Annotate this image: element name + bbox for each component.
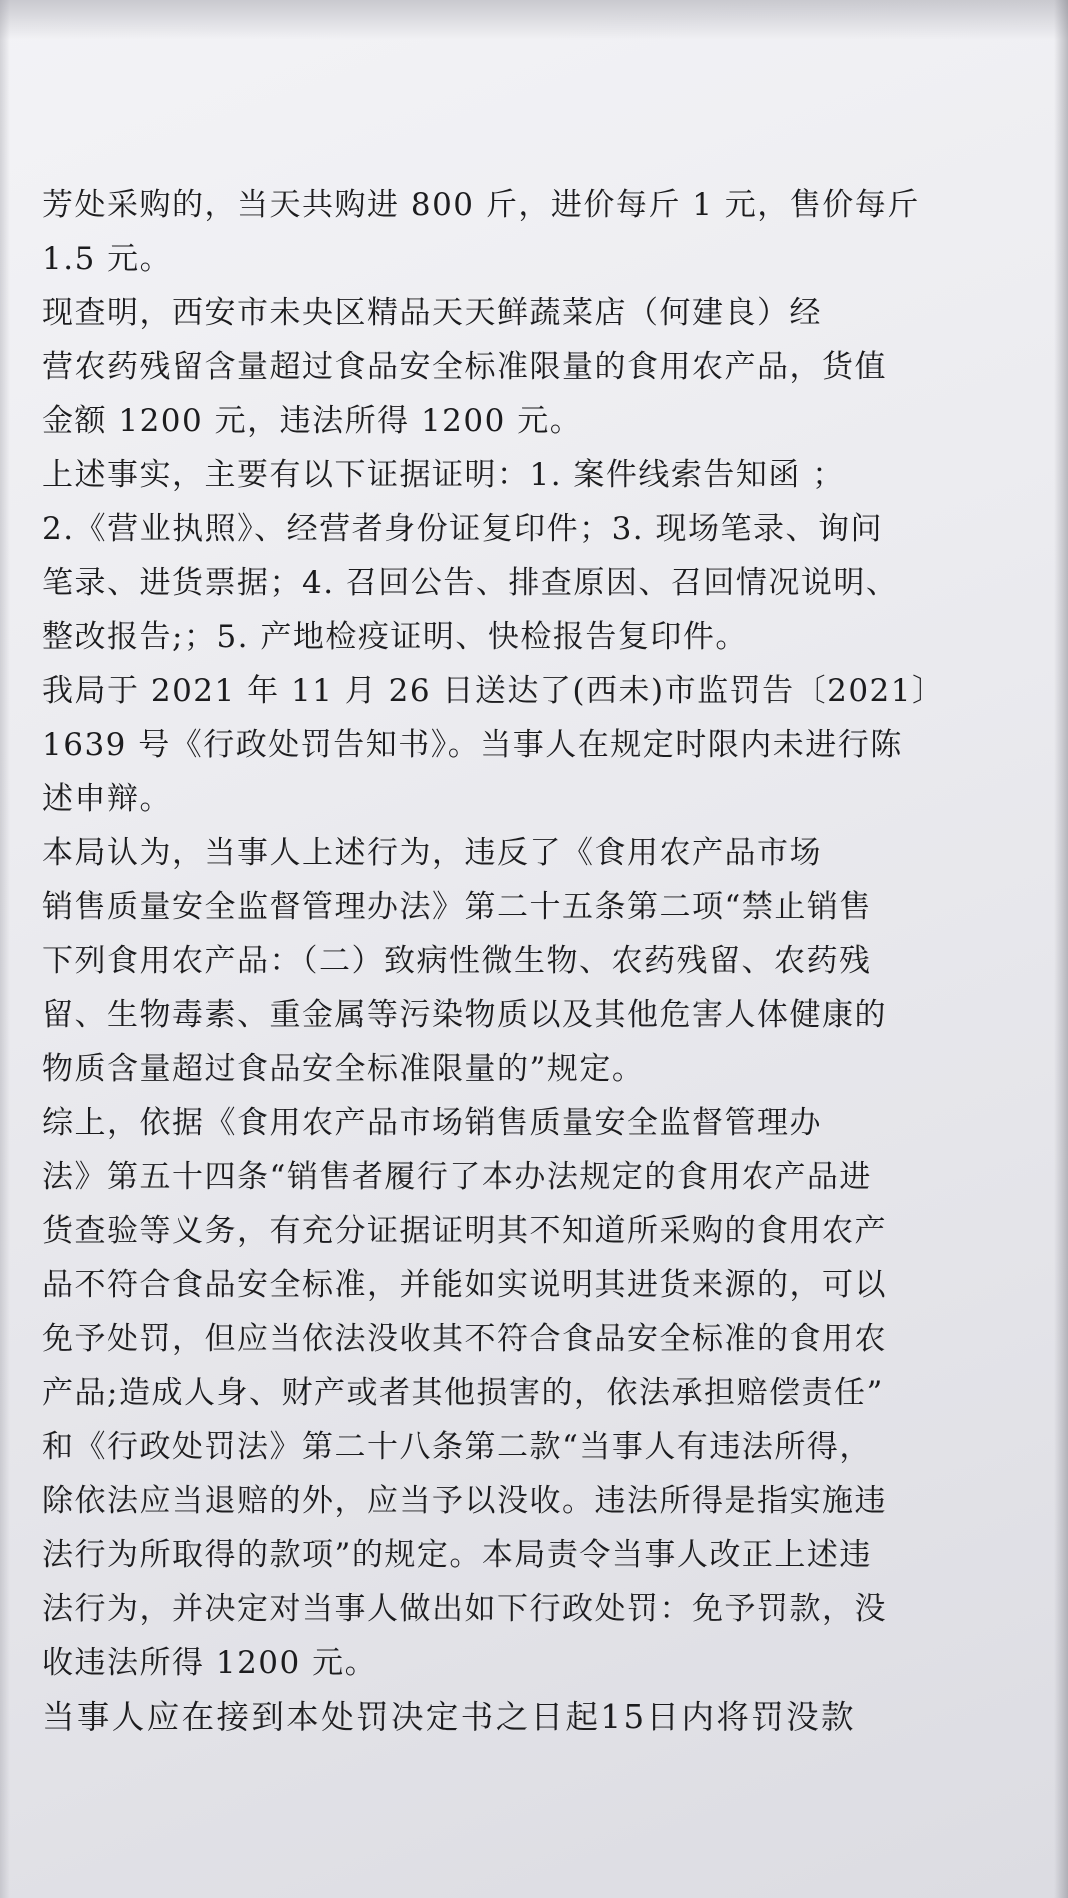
- text-line: 物质含量超过食品安全标准限量的”规定。: [42, 1051, 645, 1087]
- text-line: 品不符合食品安全标准，并能如实说明其进货来源的，可以: [42, 1267, 887, 1303]
- text-line: 下列食用农产品：（二）致病性微生物、农药残留、农药残: [42, 943, 872, 979]
- text-line: 收违法所得 1200 元。: [42, 1645, 378, 1681]
- text-line: 1639 号《行政处罚告知书》。当事人在规定时限内未进行陈: [42, 727, 903, 763]
- text-line: 金额 1200 元，违法所得 1200 元。: [42, 403, 583, 439]
- text-line: 法》第五十四条“销售者履行了本办法规定的食用农产品进: [42, 1159, 872, 1195]
- text-line: 法行为所取得的款项”的规定。本局责令当事人改正上述违: [42, 1537, 872, 1573]
- text-line: 1.5 元。: [42, 241, 173, 277]
- page-top-shadow: [0, 0, 1068, 40]
- text-line: 我局于 2021 年 11 月 26 日送达了(西未)市监罚告〔2021〕: [42, 673, 945, 709]
- page-right-edge: [1054, 0, 1068, 1898]
- text-line: 上述事实，主要有以下证据证明：1. 案件线索告知函 ；: [42, 457, 845, 493]
- page-left-edge: [0, 0, 10, 1898]
- text-line: 本局认为，当事人上述行为，违反了《食用农产品市场: [42, 835, 822, 871]
- text-line: 货查验等义务，有充分证据证明其不知道所采购的食用农产: [42, 1213, 887, 1249]
- text-line: 留、生物毒素、重金属等污染物质以及其他危害人体健康的: [42, 997, 887, 1033]
- text-line: 述申辩。: [42, 781, 172, 817]
- text-line: 销售质量安全监督管理办法》第二十五条第二项“禁止销售: [42, 889, 872, 925]
- text-line: 产品;造成人身、财产或者其他损害的，依法承担赔偿责任”: [42, 1375, 884, 1411]
- text-line: 笔录、进货票据；4. 召回公告、排查原因、召回情况说明、: [42, 565, 899, 601]
- text-line: 营农药残留含量超过食品安全标准限量的食用农产品，货值: [42, 349, 887, 385]
- text-line: 整改报告;；5. 产地检疫证明、快检报告复印件。: [42, 619, 748, 655]
- text-line: 2.《营业执照》、经营者身份证复印件；3. 现场笔录、询问: [42, 511, 884, 547]
- document-body: [42, 178, 1002, 1744]
- text-line: 免予处罚，但应当依法没收其不符合食品安全标准的食用农: [42, 1321, 887, 1357]
- text-line: 综上，依据《食用农产品市场销售质量安全监督管理办: [42, 1105, 822, 1141]
- text-line: 法行为，并决定对当事人做出如下行政处罚：免予罚款，没: [42, 1591, 887, 1627]
- text-line: 除依法应当退赔的外，应当予以没收。违法所得是指实施违: [42, 1483, 887, 1519]
- text-line: 芳处采购的，当天共购进 800 斤，进价每斤 1 元，售价每斤: [42, 187, 920, 223]
- text-line: 当事人应在接到本处罚决定书之日起15日内将罚没款: [42, 1698, 856, 1736]
- text-line: 和《行政处罚法》第二十八条第二款“当事人有违法所得，: [42, 1429, 872, 1465]
- text-line: 现查明，西安市未央区精品天天鲜蔬菜店（何建良）经: [42, 295, 822, 331]
